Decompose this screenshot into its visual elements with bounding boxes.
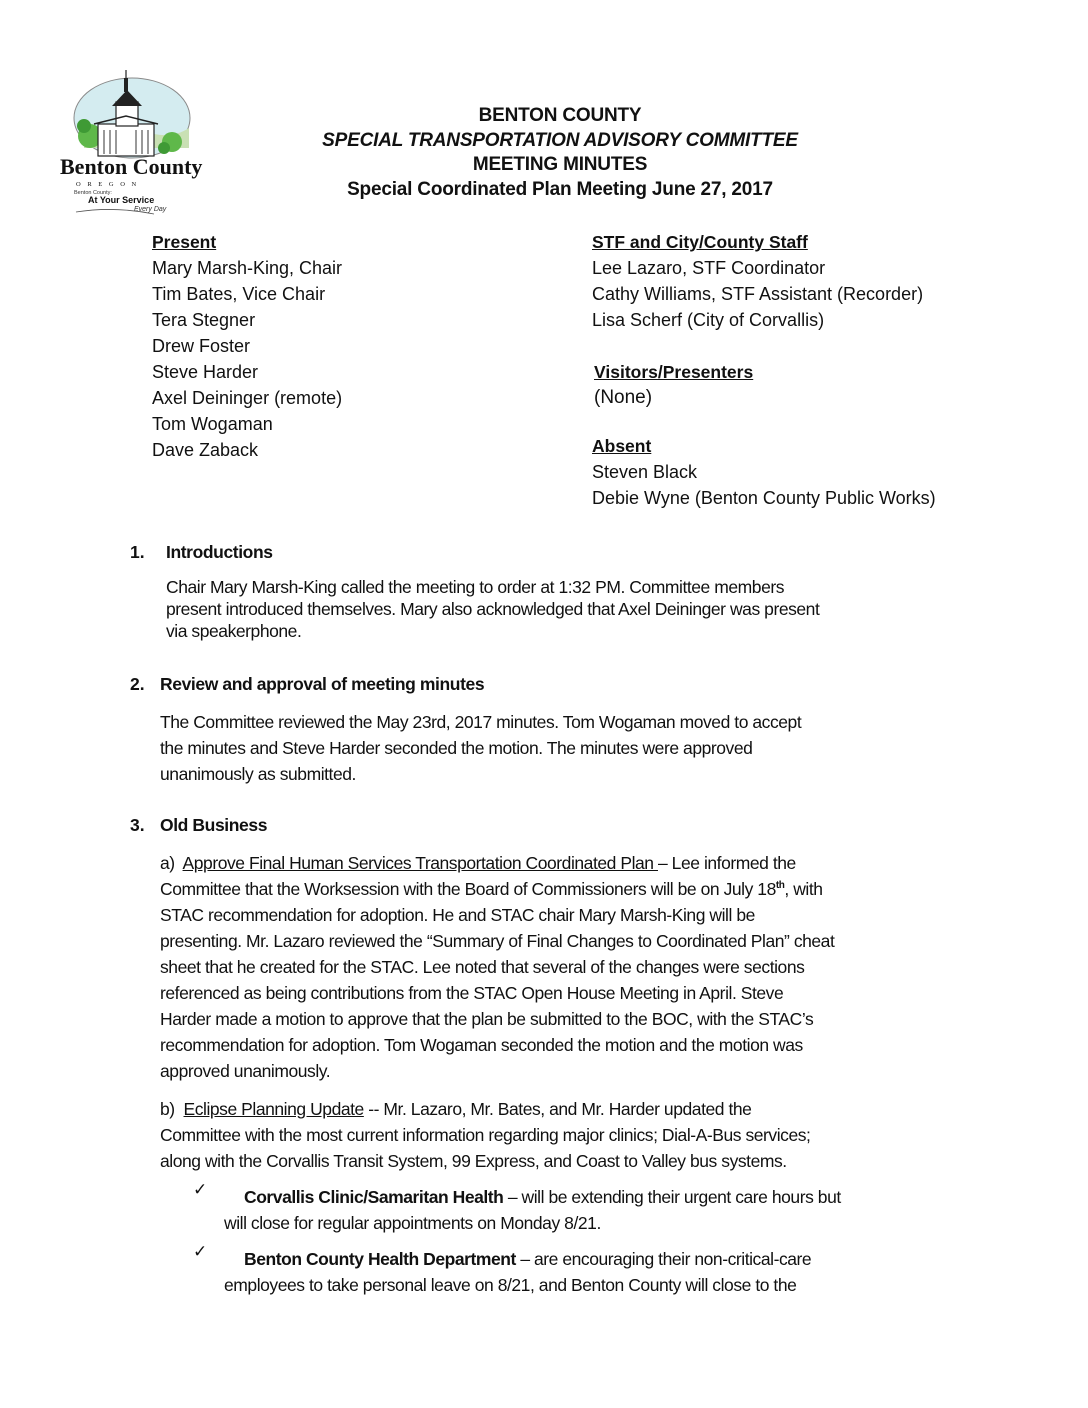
section-2-number: 2.	[130, 674, 145, 694]
section-2-line: The Committee reviewed the May 23rd, 2017 minutes. Tom Wogaman moved to accept	[160, 712, 802, 732]
item-3a-line: presenting. Mr. Lazaro reviewed the “Summary of Final Changes to Coordinated Plan” cheat	[160, 931, 835, 951]
item-3a-line: approved unanimously.	[160, 1061, 331, 1081]
item-3a-text: , with	[784, 879, 823, 899]
present-member: Tom Wogaman	[152, 414, 273, 434]
item-3a-line	[160, 876, 960, 902]
visitors-heading: Visitors/Presenters	[594, 362, 754, 382]
present-member: Steve Harder	[152, 362, 259, 382]
present-member: Axel Deininger (remote)	[152, 388, 343, 408]
absent-member: Steven Black	[592, 462, 698, 482]
present-member: Tim Bates, Vice Chair	[152, 284, 326, 304]
item-3a-prefix: a)	[160, 853, 175, 873]
courthouse-emblem-icon	[54, 66, 204, 216]
title-committee: SPECIAL TRANSPORTATION ADVISORY COMMITTEE	[322, 129, 798, 151]
present-member: Dave Zaback	[152, 440, 259, 460]
visitor-entry: (None)	[594, 387, 653, 408]
item-3a-line: Harder made a motion to approve that the plan be submitted to the BOC, with the STAC’s	[160, 1009, 814, 1029]
benton-county-logo	[54, 66, 204, 216]
absent-member: Debie Wyne (Benton County Public Works)	[592, 488, 936, 508]
logo-tagline: At Your Service	[88, 195, 155, 205]
absent-heading: Absent	[592, 436, 652, 456]
staff-member: Cathy Williams, STF Assistant (Recorder)	[592, 284, 924, 304]
bullet-text: will close for regular appointments on Monday 8/21.	[224, 1213, 601, 1233]
item-3a-first-line	[160, 850, 960, 876]
staff-member: Lee Lazaro, STF Coordinator	[592, 258, 826, 278]
present-heading: Present	[152, 232, 217, 252]
item-3b-title: Eclipse Planning Update	[183, 1099, 364, 1119]
present-member: Drew Foster	[152, 336, 251, 356]
staff-member: Lisa Scherf (City of Corvallis)	[592, 310, 825, 330]
section-1-line: Chair Mary Marsh-King called the meeting to order at 1:32 PM. Committee members	[166, 577, 785, 597]
ordinal-suffix: th	[775, 880, 785, 891]
section-2-title: Review and approval of meeting minutes	[160, 674, 485, 694]
bullet-item	[224, 1184, 964, 1236]
item-3a-text: Committee that the Worksession with the Board of Commissioners will be on July 18	[160, 879, 776, 899]
section-1-title: Introductions	[166, 542, 273, 562]
section-1-line: present introduced themselves. Mary also acknowledged that Axel Deininger was present	[166, 599, 820, 619]
item-3a	[160, 850, 960, 1084]
logo-tagline-sub: Every Day	[134, 206, 167, 213]
document-title-block	[200, 104, 920, 202]
section-1-body	[166, 574, 966, 644]
present-member: Tera Stegner	[152, 310, 256, 330]
title-minutes: MEETING MINUTES	[472, 154, 648, 175]
checkmark-icon: ✓	[193, 1180, 208, 1199]
item-3a-title: Approve Final Human Services Transportation Coordinated Plan	[182, 853, 658, 873]
item-3a-line: referenced as being contributions from the STAC Open House Meeting in April. Steve	[160, 983, 784, 1003]
staff-visitors-absent	[592, 229, 936, 511]
item-3b-first-line	[160, 1096, 960, 1122]
section-3-title: Old Business	[160, 815, 268, 835]
item-3a-line: recommendation for adoption. Tom Wogaman seconded the motion and the motion was	[160, 1035, 803, 1055]
bullet-text: – are encouraging their non-critical-care	[515, 1249, 812, 1269]
item-3b-line: Committee with the most current information regarding major clinics; Dial-A-Bus services;	[160, 1125, 811, 1145]
section-3-number: 3.	[130, 815, 145, 835]
logo-name-text: Benton County	[60, 154, 203, 179]
section-2-line: unanimously as submitted.	[160, 764, 356, 784]
staff-heading: STF and City/County Staff	[592, 232, 808, 252]
bullet-text: – will be extending their urgent care hours but	[503, 1187, 841, 1207]
item-3b-prefix: b)	[160, 1099, 175, 1119]
item-3b-line: along with the Corvallis Transit System, 99 Express, and Coast to Valley bus systems.	[160, 1151, 787, 1171]
bullet-org-name: Benton County Health Department	[244, 1249, 516, 1269]
title-county: BENTON COUNTY	[478, 105, 642, 126]
bullet-text: employees to take personal leave on 8/21, and Benton County will close to the	[224, 1275, 797, 1295]
checkmark-icon: ✓	[193, 1242, 208, 1261]
title-meeting: Special Coordinated Plan Meeting June 27, 2017	[347, 178, 773, 200]
item-3b-text: -- Mr. Lazaro, Mr. Bates, and Mr. Harder updated the	[363, 1099, 752, 1119]
bullet-org-name: Corvallis Clinic/Samaritan Health	[244, 1187, 504, 1207]
item-3a-line: STAC recommendation for adoption. He and STAC chair Mary Marsh-King will be	[160, 905, 755, 925]
logo-state-text: O R E G O N	[76, 181, 139, 188]
item-3a-line: sheet that he created for the STAC. Lee noted that several of the changes were sections	[160, 957, 805, 977]
present-member: Mary Marsh-King, Chair	[152, 258, 343, 278]
item-3a-text: – Lee informed the	[657, 853, 796, 873]
bullet-item	[224, 1246, 964, 1298]
section-2-line: the minutes and Steve Harder seconded the motion. The minutes were approved	[160, 738, 753, 758]
section-2-body	[160, 709, 960, 787]
section-1-line: via speakerphone.	[166, 621, 302, 641]
section-1-number: 1.	[130, 542, 145, 562]
item-3b	[160, 1096, 960, 1174]
present-list	[152, 229, 342, 463]
logo-tagline-small: Benton County:	[74, 190, 112, 196]
